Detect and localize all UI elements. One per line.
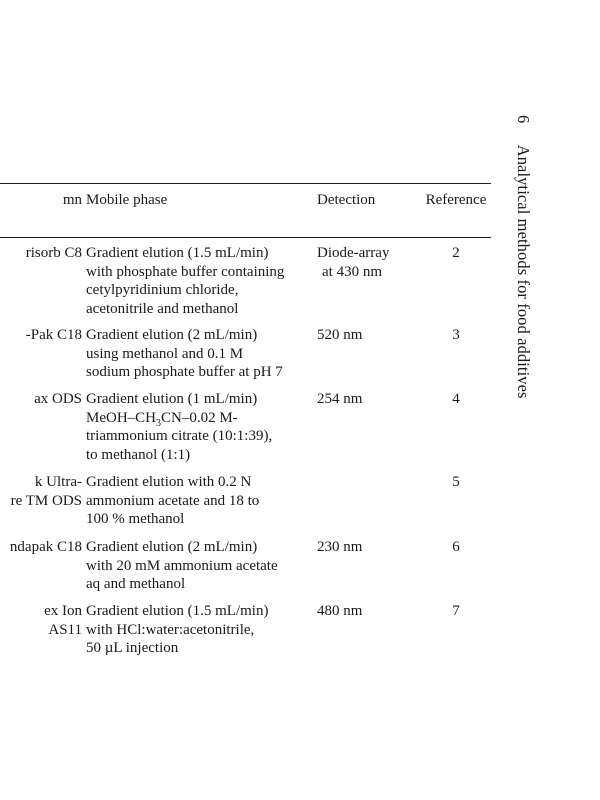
table-row-6-detection: 480 nm (317, 603, 363, 619)
table-row-4-column: k Ultra- re TM ODS (10, 474, 82, 509)
header-mobile-phase: Mobile phase (86, 192, 168, 208)
table-row-6-mobile-phase: Gradient elution (1.5 mL/min) with HCl:water:acetonitrile, 50 µL injection (86, 603, 269, 656)
table-header-rule (0, 237, 491, 238)
table-row-2-mobile-phase: Gradient elution (2 mL/min) using methanol and 0.1 M sodium phosphate buffer at pH 7 (86, 327, 283, 380)
table-row-2-column: -Pak C18 (25, 327, 82, 343)
chemical-formula-line: MeOH–$CH_3CN-0.02$ M- (86, 409, 238, 429)
table-row-1-detection: Diode-array at 430 nm (317, 245, 390, 280)
table-row-6-reference: 7 (452, 603, 460, 619)
table-row-5-reference: 6 (452, 539, 460, 555)
table-row-5-detection: 230 nm (317, 539, 363, 555)
table-row-3-column: ax ODS (34, 391, 82, 407)
table-row-2-reference: 3 (452, 327, 460, 343)
table-top-rule (0, 183, 491, 184)
table-row-4-mobile-phase: Gradient elution with 0.2 N ammonium acetate and 18 to 100 % methanol (86, 474, 260, 527)
header-reference: Reference (425, 192, 487, 208)
table-row-5-mobile-phase: Gradient elution (2 mL/min) with 20 mM ammonium acetate aq and methanol (86, 539, 278, 592)
table-row-1-reference: 2 (452, 245, 460, 261)
table-row-1-column: risorb C8 (25, 245, 82, 261)
table-row-4-reference: 5 (452, 474, 460, 490)
header-detection: Detection (317, 192, 376, 208)
table-row-5-column: ndapak C18 (9, 539, 82, 555)
page-number: 6 (514, 115, 533, 124)
running-head (513, 115, 533, 399)
table-row-3-detection: 254 nm (317, 391, 363, 407)
table-row-3-mobile-phase: Gradient elution (1 mL/min) MeOH–$CH_3CN-0.02$ M- triammonium citrate (10:1:39), to methanol (1:1) (86, 390, 311, 464)
chapter-title: Analytical methods for food additives (514, 144, 533, 399)
table-row-6-column: ex Ion AS11 (44, 603, 82, 638)
header-column: mn (62, 192, 82, 208)
table-row-1-mobile-phase: Gradient elution (1.5 mL/min) with phosphate buffer containing cetylpyridinium chloride, acetonitrile and methanol (86, 245, 285, 317)
table-row-3-reference: 4 (452, 391, 460, 407)
table-row-2-detection: 520 nm (317, 327, 363, 343)
